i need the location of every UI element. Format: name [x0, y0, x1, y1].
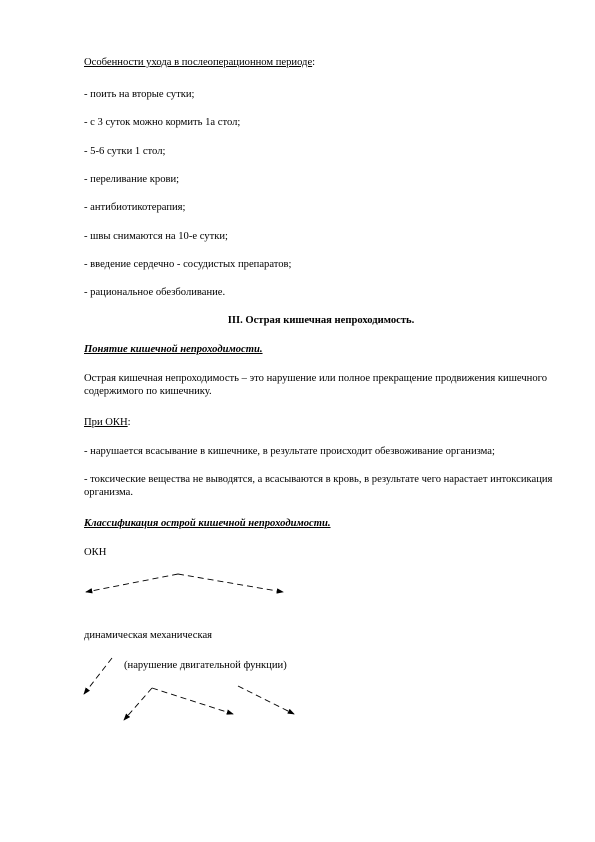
list-item: - токсические вещества не выводятся, а всасываются в кровь, в результате чего нарастает интоксикация организма.: [84, 474, 553, 498]
list-item: - рациональное обезболивание.: [84, 287, 226, 298]
diagram-note: (нарушение двигательной функции): [124, 660, 287, 671]
arrow-mech-3: [238, 686, 294, 714]
list-item: - переливание крови;: [84, 174, 180, 185]
definition-paragraph: Острая кишечная непроходимость – это нарушение или полное прекращение продвижения кишечного содержимого по кишечнику.: [84, 373, 547, 397]
care-heading-colon: :: [312, 57, 316, 68]
list-item: - с 3 суток можно кормить 1а стол;: [84, 117, 241, 128]
okn-heading-colon: :: [127, 417, 131, 428]
concept-heading: Понятие кишечной непроходимости.: [84, 344, 263, 355]
list-item: - поить на вторые сутки;: [84, 89, 195, 100]
section-title: III. Острая кишечная непроходимость.: [227, 315, 415, 326]
care-heading-text: Особенности ухода в послеоперационном периоде: [84, 57, 313, 68]
list-item: - нарушается всасывание в кишечнике, в результате происходит обезвоживание организма;: [84, 446, 495, 457]
classification-heading: Классификация острой кишечной непроходимости.: [84, 518, 331, 529]
arrow-mech-1: [124, 688, 152, 720]
list-item: - введение сердечно - сосудистых препаратов;: [84, 259, 292, 270]
list-item: - 5-6 сутки 1 стол;: [84, 146, 166, 157]
arrow-okn-right: [178, 574, 283, 592]
arrow-okn-left: [86, 574, 178, 592]
okn-heading-text: При ОКН: [84, 417, 128, 428]
arrow-dynamic-down: [84, 658, 112, 694]
list-item: - швы снимаются на 10-е сутки;: [84, 231, 228, 242]
list-item: - антибиотикотерапия;: [84, 202, 186, 213]
diagram-branches-label: динамическая механическая: [84, 630, 213, 641]
arrow-mech-2: [152, 688, 233, 714]
diagram-root-label: ОКН: [84, 547, 107, 558]
